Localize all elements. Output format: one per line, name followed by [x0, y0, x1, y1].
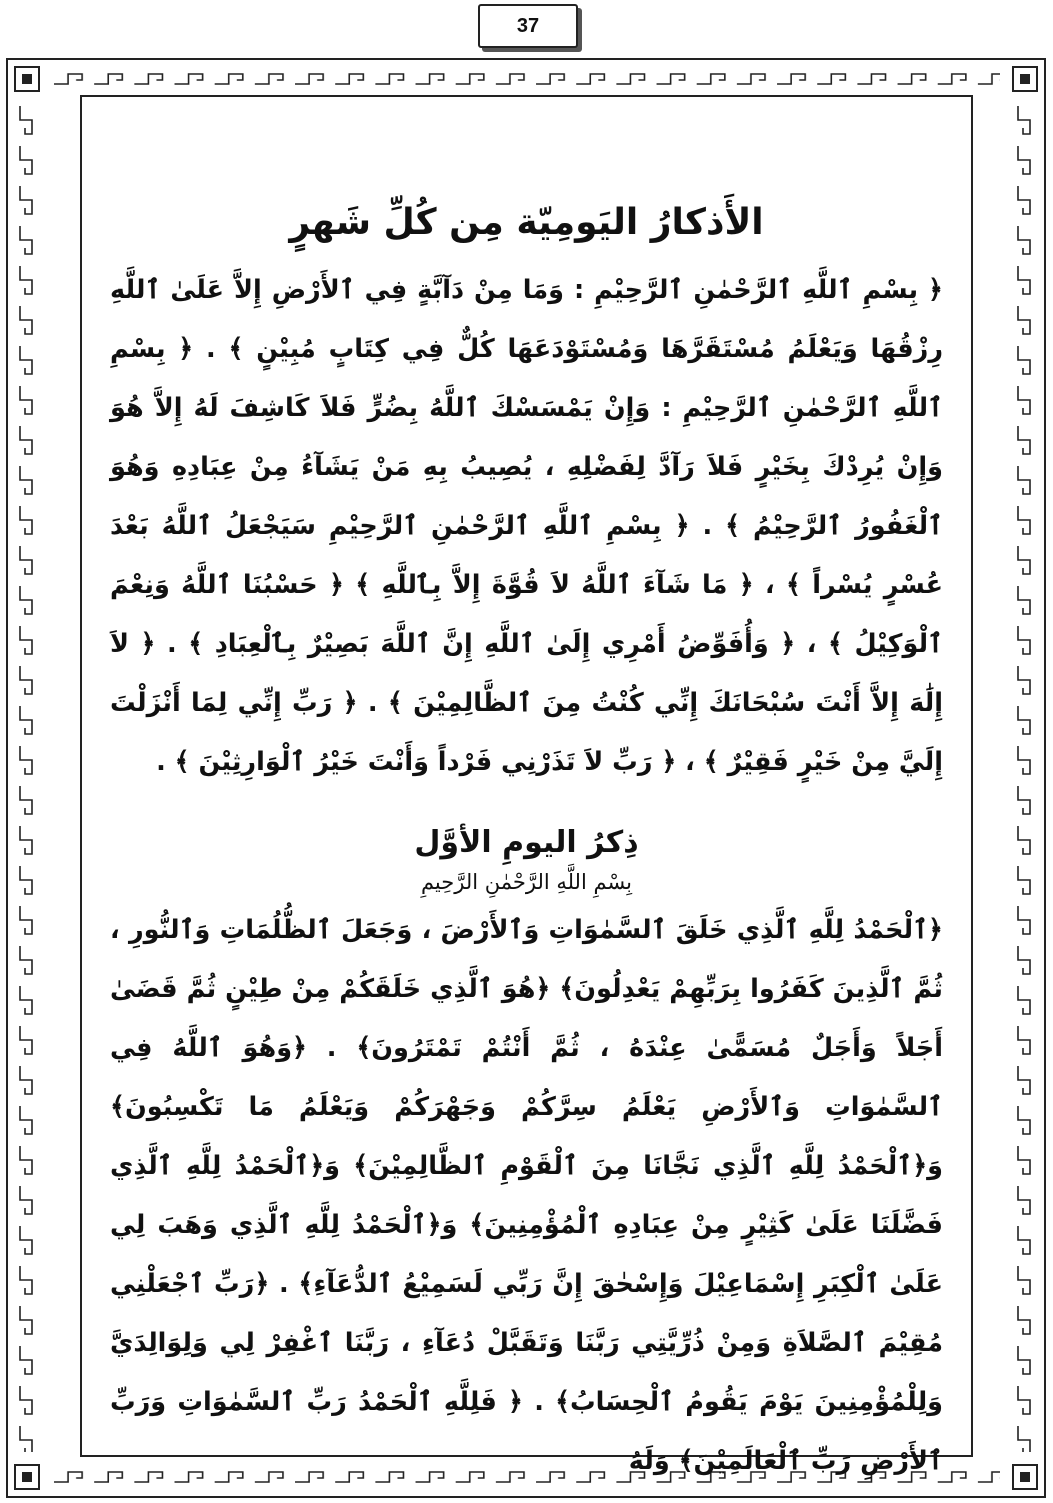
corner-ornament: [1012, 1464, 1038, 1490]
corner-ornament: [14, 66, 40, 92]
border-pattern-top: [52, 68, 1000, 90]
page-content: [110, 200, 943, 1491]
page-title: الأَذكارُ اليَومِيّة مِن كُلِّ شَهرٍ: [289, 202, 764, 243]
section-title: ذِكرُ اليومِ الأوَّل: [414, 824, 639, 860]
corner-ornament: [1012, 66, 1038, 92]
day1-paragraph: ﴿ٱلْحَمْدُ لِلَّهِ ٱلَّذِي خَلَقَ ٱلسَّمٰوَاتِ وَٱلأَرْضَ ، وَجَعَلَ ٱلظُّلُمَاتِ وَٱلنُّورِ ، ثُمَّ ٱلَّذِينَ كَفَرُوا بِرَبِّهِمْ يَعْدِلُونَ﴾ ﴿هُوَ ٱلَّذِي خَلَقَكُمْ مِنْ طِيْنٍ ثُمَّ قَضَىٰ أَجَلاً وَأَجَلٌ مُسَمًّىٰ عِنْدَهُ ، ثُمَّ أَنْتُمْ تَمْتَرُونَ﴾ . ﴿وَهُوَ ٱللَّهُ فِي ٱلسَّمٰوَاتِ وَٱلأَرْضِ يَعْلَمُ سِرَّكُمْ وَجَهْرَكُمْ وَيَعْلَمُ مَا تَكْسِبُونَ﴾ وَ﴿ٱلْحَمْدُ لِلَّهِ ٱلَّذِي نَجَّانَا مِنَ ٱلْقَوْمِ ٱلظَّالِمِيْنَ﴾ وَ﴿ٱلْحَمْدُ لِلَّهِ ٱلَّذِي فَضَّلَنَا عَلَىٰ كَثِيْرٍ مِنْ عِبَادِهِ ٱلْمُؤْمِنِينَ﴾ وَ﴿ٱلْحَمْدُ لِلَّهِ ٱلَّذِي وَهَبَ لِي عَلَىٰ ٱلْكِبَرِ إِسْمَاعِيْلَ وَإِسْحٰقَ إِنَّ رَبِّي لَسَمِيْعُ ٱلدُّعَآءِ﴾ . ﴿رَبِّ ٱجْعَلْنِي مُقِيْمَ ٱلصَّلاَةِ وَمِنْ ذُرِّيَّتِي رَبَّنَا وَتَقَبَّلْ دُعَآءِ ، رَبَّنَا ٱغْفِرْ لِي وَلِوَالِدَيَّ وَلِلْمُؤْمِنِينَ يَوْمَ يَقُومُ ٱلْحِسَابُ﴾ . ﴿ فَلِلَّهِ ٱلْحَمْدُ رَبِّ ٱلسَّمٰوَاتِ وَرَبِّ ٱلأَرْضِ رَبِّ ٱلْعَالَمِيْنَ﴾ وَلَهُ: [110, 915, 943, 1477]
basmala: بِسْمِ اللَّهِ الرَّحْمٰنِ الرَّحِيمِ: [420, 869, 633, 894]
page-number: 37: [478, 4, 578, 48]
border-pattern-left: [14, 104, 40, 1452]
border-pattern-right: [1012, 104, 1038, 1452]
corner-ornament: [14, 1464, 40, 1490]
intro-paragraph: ﴿ بِسْمِ ٱللَّهِ ٱلرَّحْمٰنِ ٱلرَّحِيْمِ : وَمَا مِنْ دَآبَّةٍ فِي ٱلأَرْضِ إِلاَّ عَلَىٰ ٱللَّهِ رِزْقُهَا وَيَعْلَمُ مُسْتَقَرَّهَا وَمُسْتَوْدَعَهَا كُلٌّ فِي كِتَابٍ مُبِيْنٍ ﴾ . ﴿ بِسْمِ ٱللَّهِ ٱلرَّحْمٰنِ ٱلرَّحِيْمِ : وَإِنْ يَمْسَسْكَ ٱللَّهُ بِضُرٍّ فَلاَ كَاشِفَ لَهُ إِلاَّ هُوَ وَإِنْ يُرِدْكَ بِخَيْرٍ فَلاَ رَآدَّ لِفَضْلِهِ ، يُصِيبُ بِهِ مَنْ يَشَآءُ مِنْ عِبَادِهِ وَهُوَ ٱلْغَفُورُ ٱلرَّحِيْمُ ﴾ . ﴿ بِسْمِ ٱللَّهِ ٱلرَّحْمٰنِ ٱلرَّحِيْمِ سَيَجْعَلُ ٱللَّهُ بَعْدَ عُسْرٍ يُسْراً ﴾ ، ﴿ مَا شَآءَ ٱللَّهُ لاَ قُوَّةَ إِلاَّ بِٱللَّهِ ﴾ ﴿ حَسْبُنَا ٱللَّهُ وَنِعْمَ ٱلْوَكِيْلُ ﴾ ، ﴿ وَأُفَوِّضُ أَمْرِي إِلَىٰ ٱللَّهِ إِنَّ ٱللَّهَ بَصِيْرٌ بِٱلْعِبَادِ ﴾ . ﴿ لاَ إِلَٰهَ إِلاَّ أَنْتَ سُبْحَانَكَ إِنِّي كُنْتُ مِنَ ٱلظَّالِمِيْنَ ﴾ . ﴿ رَبِّ إِنِّي لِمَا أَنْزَلْتَ إِلَيَّ مِنْ خَيْرٍ فَقِيْرٌ ﴾ ، ﴿ رَبِّ لاَ تَذَرْنِي فَرْداً وَأَنْتَ خَيْرُ ٱلْوَارِثِيْنَ ﴾ .: [110, 274, 943, 777]
